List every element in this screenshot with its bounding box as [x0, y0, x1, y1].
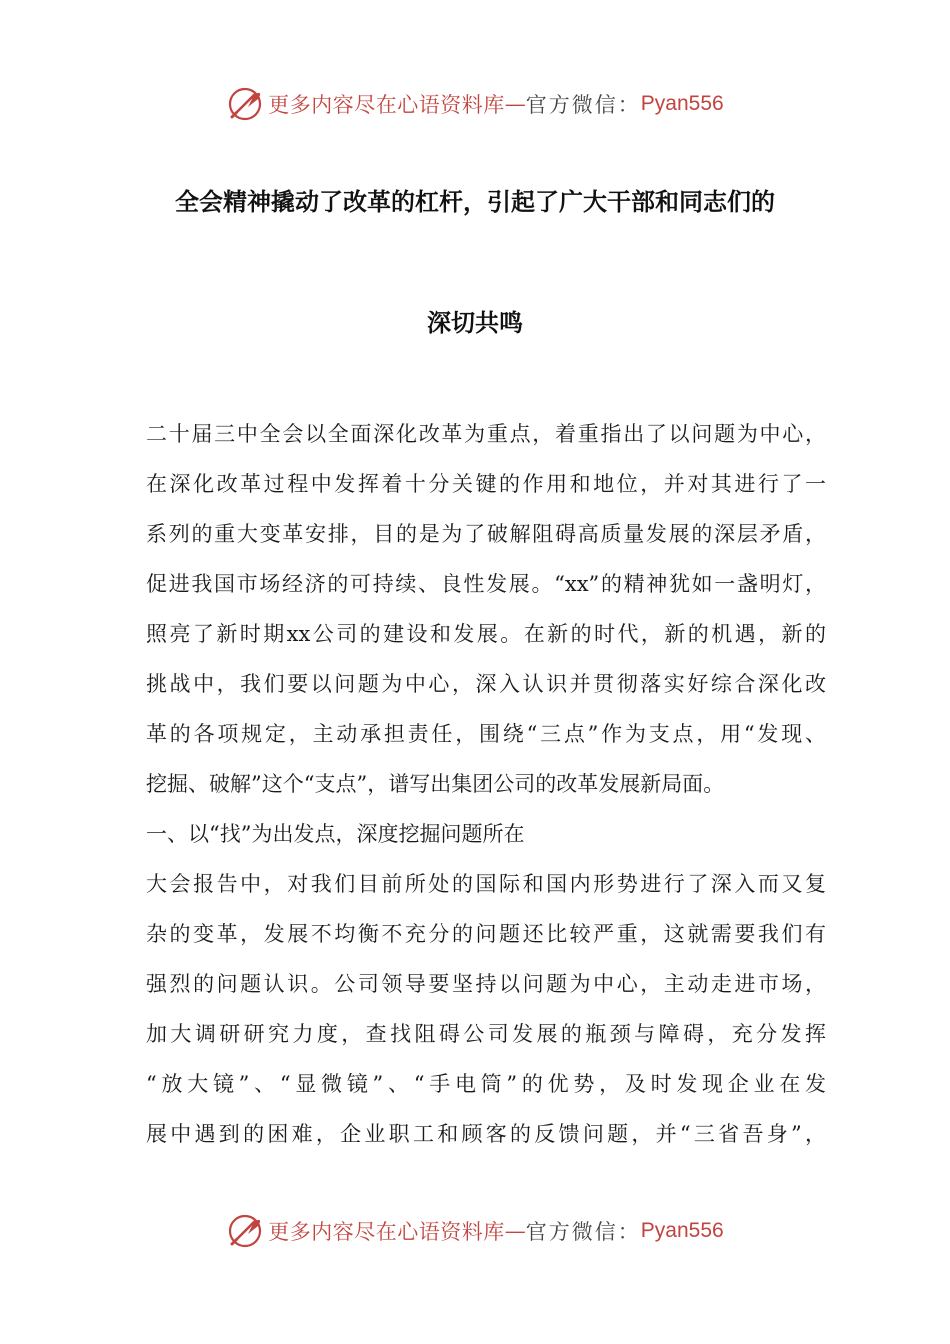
- body-line: 展中遇到的困难，企业职工和顾客的反馈问题，并“三省吾身”，: [146, 1122, 826, 1146]
- body-line: 革的各项规定，主动承担责任，围绕“三点”作为支点，用“发现、: [146, 722, 826, 746]
- banner-wechat-id: Pyan556: [640, 1219, 724, 1242]
- banner-wechat-id: Pyan556: [640, 92, 724, 115]
- document-title-line-2: 深切共鸣: [427, 309, 523, 337]
- banner-site-text: 更多内容尽在心语资料库: [268, 93, 505, 117]
- body-line: 挖掘、破解”这个“支点”，谱写出集团公司的改革发展新局面。: [146, 772, 725, 796]
- body-line: 大会报告中，对我们目前所处的国际和国内形势进行了深入而又复: [146, 872, 826, 896]
- section-heading: 一、以“找”为出发点，深度挖掘问题所在: [146, 822, 525, 846]
- quill-pen-logo-icon: [226, 1212, 264, 1250]
- body-line: 加大调研研究力度，查找阻碍公司发展的瓶颈与障碍，充分发挥: [146, 1022, 826, 1046]
- document-title-line-1: 全会精神撬动了改革的杠杆，引起了广大干部和同志们的: [175, 188, 775, 216]
- body-line: 系列的重大变革安排，目的是为了破解阻碍高质量发展的深层矛盾，: [146, 522, 826, 546]
- banner-separator: —: [504, 92, 526, 116]
- body-line: 强烈的问题认识。公司领导要坚持以问题为中心，主动走进市场，: [146, 972, 826, 996]
- banner-separator: —: [504, 1219, 526, 1243]
- body-line: 二十届三中全会以全面深化改革为重点，着重指出了以问题为中心，: [146, 422, 826, 446]
- banner-site-text: 更多内容尽在心语资料库: [268, 1220, 505, 1244]
- banner-wechat-label: 官方微信：: [525, 93, 641, 117]
- body-line: “放大镜”、“显微镜”、“手电筒”的优势，及时发现企业在发: [146, 1072, 826, 1096]
- body-line: 促进我国市场经济的可持续、良性发展。“xx”的精神犹如一盏明灯，: [146, 572, 826, 596]
- body-line: 照亮了新时期xx公司的建设和发展。在新的时代，新的机遇，新的: [146, 622, 826, 646]
- footer-banner: [0, 1211, 950, 1251]
- quill-pen-logo-icon: [226, 85, 264, 123]
- body-line: 挑战中，我们要以问题为中心，深入认识并贯彻落实好综合深化改: [146, 672, 826, 696]
- document-body: [146, 415, 826, 1165]
- banner-wechat-label: 官方微信：: [525, 1220, 641, 1244]
- header-banner: [0, 84, 950, 124]
- body-line: 在深化改革过程中发挥着十分关键的作用和地位，并对其进行了一: [146, 472, 826, 496]
- body-line: 杂的变革，发展不均衡不充分的问题还比较严重，这就需要我们有: [146, 922, 826, 946]
